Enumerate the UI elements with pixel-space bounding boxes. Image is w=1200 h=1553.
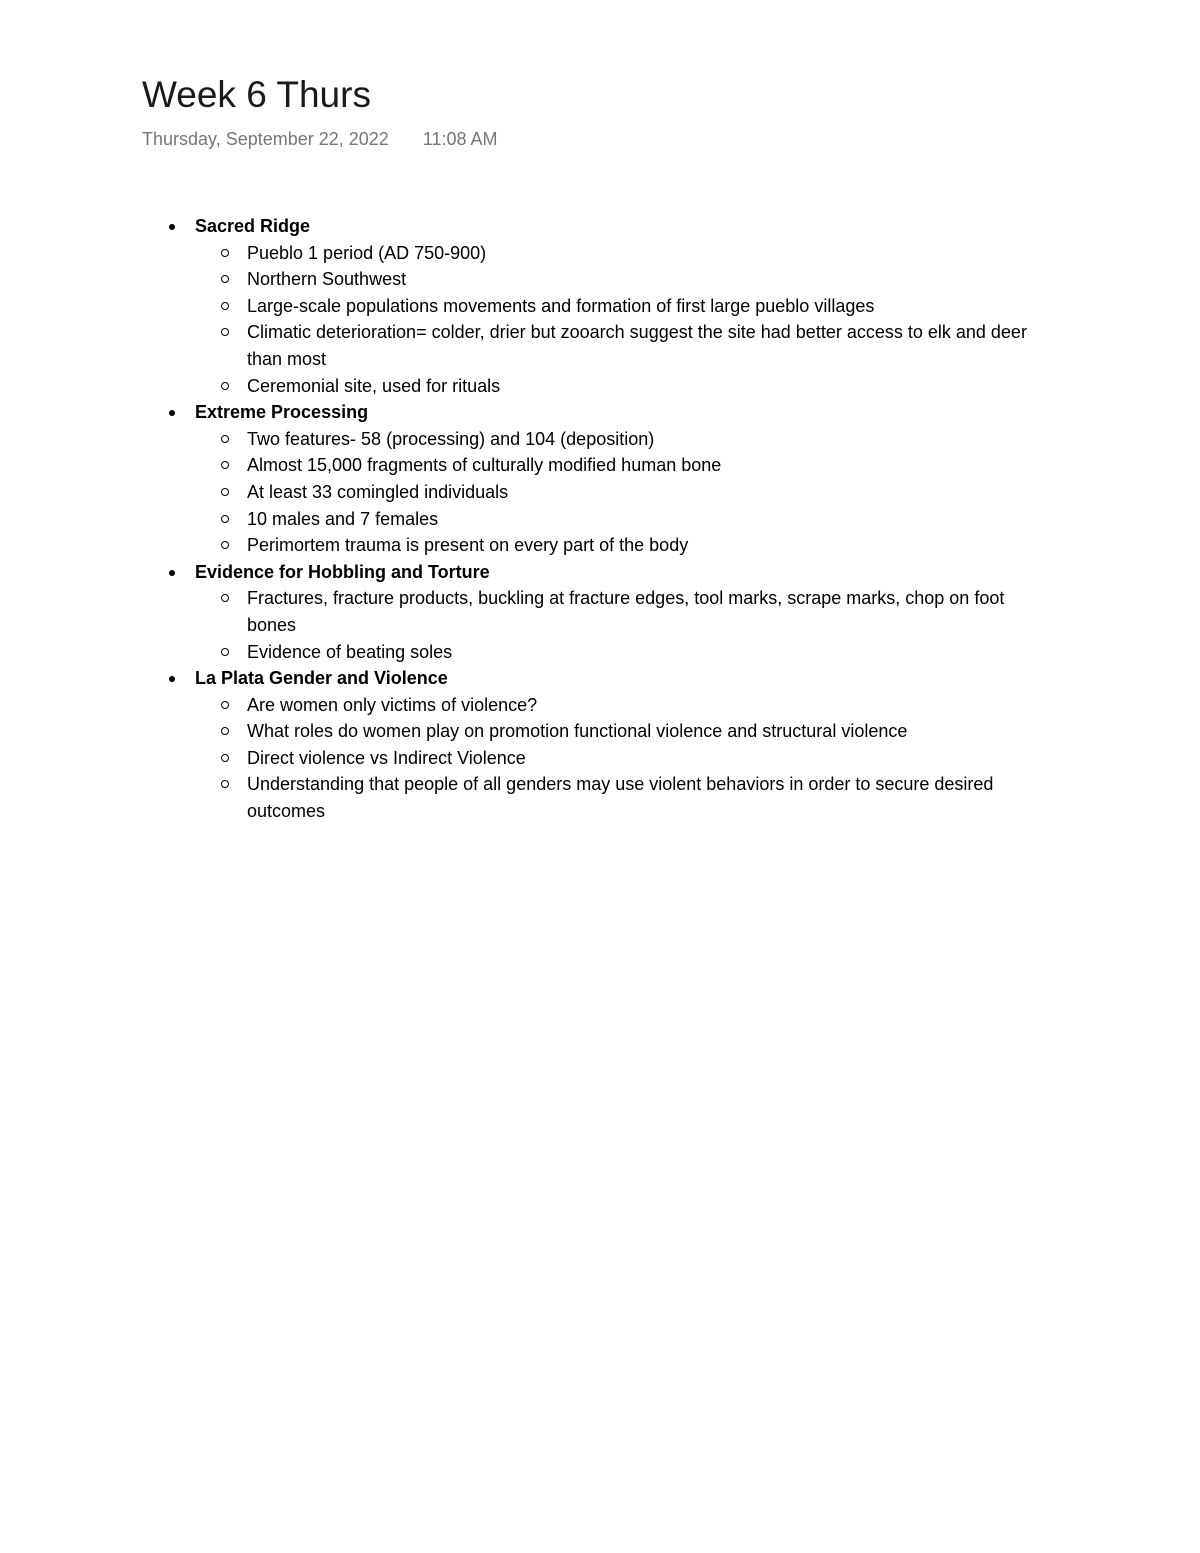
section-items — [195, 426, 1057, 559]
section-heading: La Plata Gender and Violence — [195, 668, 448, 689]
section-heading: Sacred Ridge — [195, 216, 311, 236]
list-item: At least 33 comingled individuals — [167, 479, 1057, 506]
list-item: Are women only victims of violence? — [167, 692, 1057, 719]
bullet-icon — [169, 410, 175, 416]
circle-bullet-icon — [221, 382, 229, 390]
outline-section — [167, 213, 1057, 399]
bullet-icon — [169, 676, 175, 682]
list-item: Evidence of beating soles — [167, 639, 1057, 666]
section-heading: Extreme Processing — [195, 402, 369, 423]
list-item: Pueblo 1 period (AD 750-900) — [167, 240, 1057, 267]
notes-outline — [167, 213, 1057, 825]
bullet-icon — [169, 224, 175, 230]
section-items — [195, 240, 1057, 400]
circle-bullet-icon — [221, 328, 229, 336]
list-item: Northern Southwest — [167, 266, 1057, 293]
circle-bullet-icon — [221, 515, 229, 523]
note-timestamp — [142, 127, 498, 151]
note-time: 11:08 AM — [422, 129, 498, 149]
list-item: Ceremonial site, used for rituals — [167, 373, 1057, 400]
circle-bullet-icon — [221, 594, 229, 602]
circle-bullet-icon — [221, 701, 229, 709]
page-title: Week 6 Thurs — [142, 74, 371, 115]
outline-section — [167, 665, 1057, 825]
circle-bullet-icon — [221, 727, 229, 735]
list-item: Understanding that people of all genders may use violent behaviors in order to secure desired outcomes — [167, 771, 1057, 824]
list-item: Climatic deterioration= colder, drier but zooarch suggest the site had better access to elk and deer than most — [167, 319, 1057, 372]
section-items — [195, 585, 1057, 665]
outline-section — [167, 559, 1057, 665]
list-item: Two features- 58 (processing) and 104 (deposition) — [167, 426, 1057, 453]
list-item: Fractures, fracture products, buckling at fracture edges, tool marks, scrape marks, chop on foot bones — [167, 585, 1057, 638]
list-item: Perimortem trauma is present on every part of the body — [167, 532, 1057, 559]
bullet-icon — [169, 570, 175, 576]
circle-bullet-icon — [221, 488, 229, 496]
section-heading: Evidence for Hobbling and Torture — [195, 561, 490, 582]
circle-bullet-icon — [221, 461, 229, 469]
outline-section — [167, 399, 1057, 559]
circle-bullet-icon — [221, 249, 229, 257]
circle-bullet-icon — [221, 648, 229, 656]
list-item: What roles do women play on promotion functional violence and structural violence — [167, 718, 1057, 745]
circle-bullet-icon — [221, 780, 229, 788]
circle-bullet-icon — [221, 275, 229, 283]
circle-bullet-icon — [221, 541, 229, 549]
list-item: Large-scale populations movements and formation of first large pueblo villages — [167, 293, 1057, 320]
circle-bullet-icon — [221, 435, 229, 443]
note-date: Thursday, September 22, 2022 — [142, 129, 389, 149]
list-item: 10 males and 7 females — [167, 506, 1057, 533]
circle-bullet-icon — [221, 754, 229, 762]
section-items — [195, 692, 1057, 825]
list-item: Almost 15,000 fragments of culturally modified human bone — [167, 452, 1057, 479]
list-item: Direct violence vs Indirect Violence — [167, 745, 1057, 772]
circle-bullet-icon — [221, 302, 229, 310]
